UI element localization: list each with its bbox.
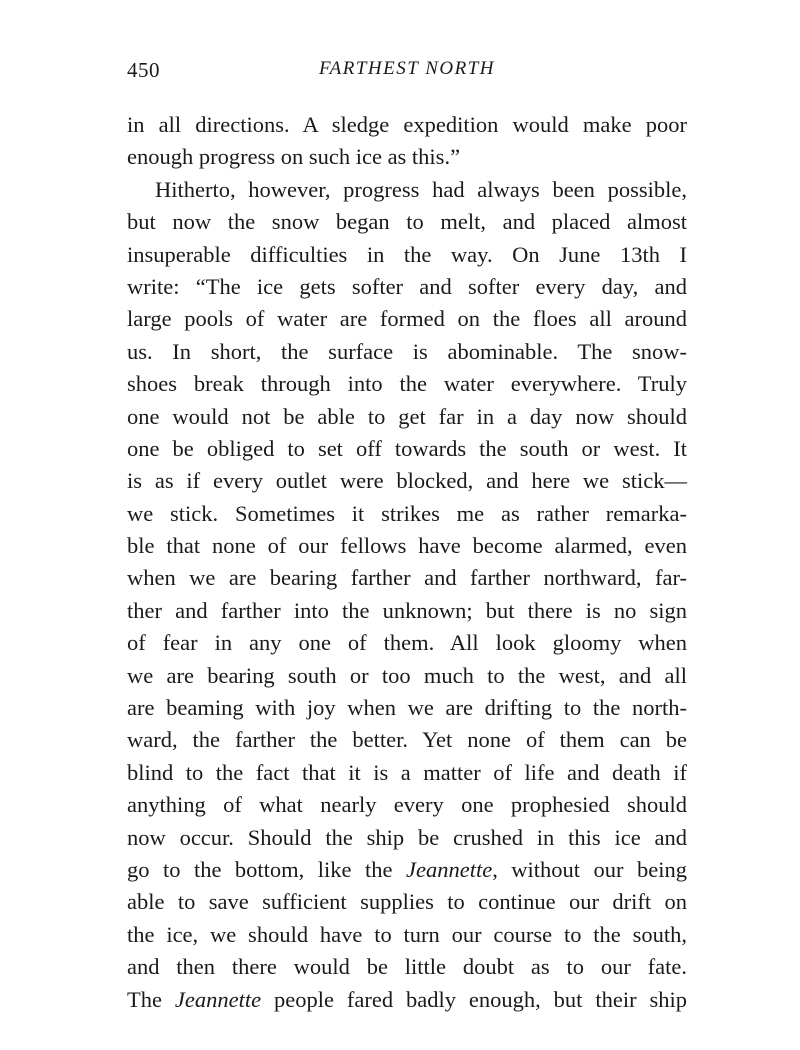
text-line: Hitherto, however, progress had always been possible, — [155, 176, 687, 202]
text-line: ther and farther into the unknown; but there is no sign — [127, 597, 687, 623]
text-line: we stick. Sometimes it strikes me as rather remarka- — [127, 500, 687, 526]
text-line: are beaming with joy when we are drifting to the north- — [127, 695, 687, 721]
text-line: now occur. Should the ship be crushed in this ice and — [127, 824, 687, 850]
text-line: of fear in any one of them. All look gloomy when — [127, 630, 687, 656]
text-line: insuperable difficulties in the way. On June 13th I — [127, 241, 687, 267]
text-line: and then there would be little doubt as to our fate. — [127, 954, 687, 980]
text-line: blind to the fact that it is a matter of life and death if — [127, 759, 687, 785]
text-line: ble that none of our fellows have become alarmed, even — [127, 533, 687, 559]
text-line: we are bearing south or too much to the west, and all — [127, 662, 687, 688]
italic-ship-name: Jeannette — [405, 856, 493, 882]
text-line: able to save sufficient supplies to continue our drift on — [127, 889, 687, 915]
running-head: FARTHEST NORTH — [318, 58, 496, 79]
text-segment: The — [127, 986, 175, 1012]
page-header — [127, 58, 687, 88]
text-line: us. In short, the surface is abominable. The snow- — [127, 338, 687, 364]
text-line: in all directions. A sledge expedition would make poor — [127, 112, 687, 137]
text-line: the ice, we should have to turn our course to the south, — [127, 921, 687, 947]
text-segment: people fared badly enough, but their ship — [261, 986, 687, 1012]
body-text — [127, 109, 687, 1016]
text-line: when we are bearing farther and farther northward, far- — [127, 565, 687, 591]
text-line: one be obliged to set off towards the south or west. It — [127, 435, 687, 461]
text-line: ward, the farther the better. Yet none of them can be — [127, 727, 687, 753]
text-line: is as if every outlet were blocked, and here we stick— — [127, 468, 687, 494]
italic-ship-name: Jeannette — [174, 986, 262, 1012]
text-line: anything of what nearly every one prophesied should — [127, 792, 687, 818]
page-number: 450 — [127, 58, 160, 82]
text-line: one would not be able to get far in a day now should — [127, 403, 687, 429]
text-line: large pools of water are formed on the floes all around — [127, 306, 687, 332]
text-line — [127, 984, 687, 1016]
text-line: shoes break through into the water everywhere. Truly — [127, 371, 687, 397]
text-line — [127, 854, 687, 886]
text-segment: , without our being — [492, 856, 687, 882]
text-segment: go to the bottom, like the — [127, 856, 406, 882]
text-line: but now the snow began to melt, and placed almost — [127, 209, 687, 235]
text-line: write: “The ice gets softer and softer every day, and — [127, 273, 687, 299]
text-line: enough progress on such ice as this.” — [127, 144, 461, 170]
